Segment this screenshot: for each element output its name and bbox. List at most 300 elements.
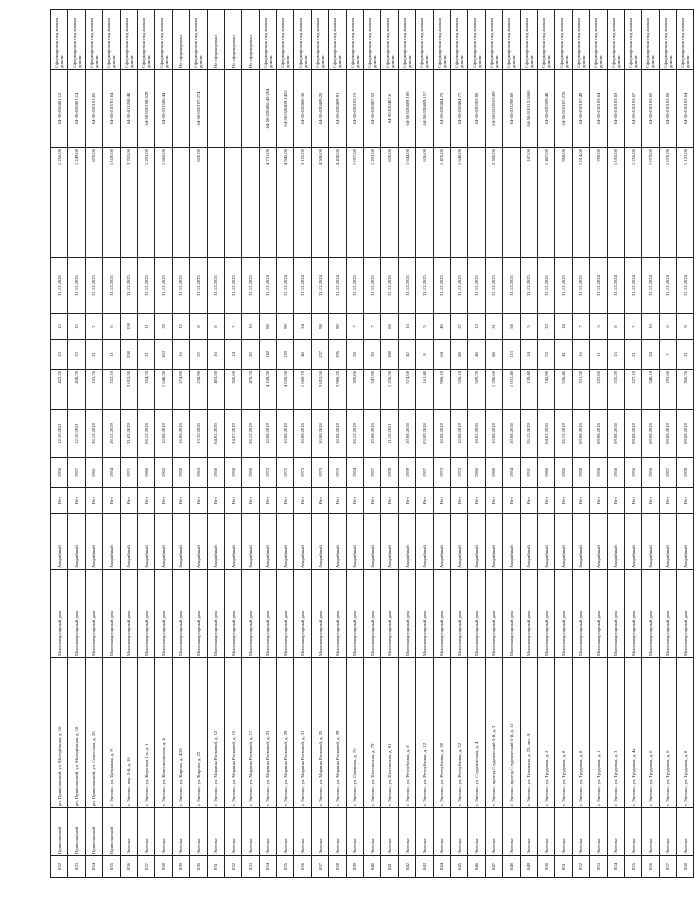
table-cell: 21 bbox=[137, 340, 154, 370]
table-cell: Энгельс bbox=[364, 808, 381, 856]
table-cell: 64-50:010103:65 bbox=[642, 70, 659, 148]
table-cell: 470,70 bbox=[242, 370, 259, 410]
table-cell: 9 bbox=[677, 314, 694, 340]
table-cell: Нет bbox=[224, 488, 241, 514]
table-cell: 64-50:020407:6 bbox=[381, 70, 398, 148]
table-cell: 31.12.2025 bbox=[346, 258, 363, 314]
table-cell: Нет bbox=[433, 488, 450, 514]
table-cell: 28 bbox=[346, 340, 363, 370]
table-cell: 7 bbox=[364, 314, 381, 340]
table-cell: 64-50:010112:1060 bbox=[520, 70, 537, 148]
table-cell: Многоквартирный дом bbox=[433, 570, 450, 658]
table-cell: 195 bbox=[329, 340, 346, 370]
table-cell: 856 bbox=[642, 856, 659, 878]
table-cell: 836 bbox=[120, 856, 137, 878]
table-cell bbox=[172, 70, 189, 148]
table-cell: 88 bbox=[450, 340, 467, 370]
table-cell bbox=[172, 148, 189, 258]
table-cell: г. Энгельс, ул. Трудовая, д. 6 bbox=[659, 658, 676, 808]
table-row bbox=[468, 10, 485, 878]
table-cell: Многоквартирный дом bbox=[642, 570, 659, 658]
table-cell: 1 031,40 bbox=[503, 370, 520, 410]
table-cell: Сформирован под жилым домом bbox=[85, 10, 102, 70]
table-cell: 21.02.2019 bbox=[120, 410, 137, 458]
table-cell: 835 bbox=[277, 856, 294, 878]
table-cell: г. Энгельс, проезд Студенческий 5-й, д. 3 bbox=[485, 658, 502, 808]
table-cell: 142 bbox=[259, 340, 276, 370]
table-cell: Сформирован под жилым домом bbox=[277, 10, 294, 70]
table-cell: 09.08.2018 bbox=[607, 410, 624, 458]
table-cell: Аварийный bbox=[51, 514, 68, 570]
table-cell: 1975 bbox=[311, 458, 328, 488]
table-row bbox=[364, 10, 381, 878]
table-cell: 10.08.2018 bbox=[364, 410, 381, 458]
table-cell: 31.12.2026 bbox=[68, 258, 85, 314]
table-cell: 64-50:020409:1456 bbox=[277, 70, 294, 148]
table-cell: 845 bbox=[450, 856, 467, 878]
table-cell: 1 203,00 bbox=[364, 148, 381, 258]
table-row bbox=[311, 10, 328, 878]
table-cell: 348,10 bbox=[642, 370, 659, 410]
table-cell: 31.12.2025 bbox=[555, 258, 572, 314]
table-cell: Нет bbox=[485, 488, 502, 514]
table-row bbox=[103, 10, 120, 878]
table-cell: 22 bbox=[190, 340, 207, 370]
table-cell: Приволжский bbox=[68, 808, 85, 856]
table-cell: Энгельс bbox=[433, 808, 450, 856]
table-cell: Энгельс bbox=[642, 808, 659, 856]
table-cell: Нет bbox=[207, 488, 224, 514]
table-cell: Аварийный bbox=[224, 514, 241, 570]
table-cell: Нет bbox=[624, 488, 641, 514]
table-cell: 31.12.2025 bbox=[172, 258, 189, 314]
table-row bbox=[224, 10, 241, 878]
table-cell: Сформирован под жилым домом bbox=[155, 10, 172, 70]
table-cell: 18 bbox=[555, 314, 572, 340]
table-cell bbox=[503, 148, 520, 258]
table-cell: 1975 bbox=[277, 458, 294, 488]
table-cell: 31.12.2025 bbox=[137, 258, 154, 314]
table-cell: 332,10 bbox=[103, 370, 120, 410]
table-cell: 26.12.2019 bbox=[346, 410, 363, 458]
table-cell: Энгельс bbox=[520, 808, 537, 856]
table-cell: 09.08.2018 bbox=[677, 410, 694, 458]
table-cell: Многоквартирный дом bbox=[294, 570, 311, 658]
table-row bbox=[51, 10, 68, 878]
table-cell: 1 020,00 bbox=[103, 148, 120, 258]
table-cell: Нет bbox=[51, 488, 68, 514]
table-cell: 832 bbox=[51, 856, 68, 878]
table-cell: 839 bbox=[172, 856, 189, 878]
table-cell: Многоквартирный дом bbox=[364, 570, 381, 658]
table-cell: 13.10.2020 bbox=[190, 410, 207, 458]
table-cell: Энгельс bbox=[137, 808, 154, 856]
table-cell: Энгельс bbox=[659, 808, 676, 856]
table-cell: Энгельс bbox=[607, 808, 624, 856]
table-cell: 1957 bbox=[416, 458, 433, 488]
table-cell: 360,60 bbox=[224, 370, 241, 410]
table-cell: Нет bbox=[68, 488, 85, 514]
table-cell: Нет bbox=[520, 488, 537, 514]
table-cell: 844 bbox=[433, 856, 450, 878]
table-cell: 4 945,00 bbox=[277, 148, 294, 258]
table-cell: г. Энгельс, ул. Короткая 1-я, д. 1 bbox=[137, 658, 154, 808]
table-cell: 12.10.2021 bbox=[68, 410, 85, 458]
table-cell: 1960 bbox=[485, 458, 502, 488]
table-cell: 10.08.2018 bbox=[433, 410, 450, 458]
table-cell: 31.12.2024 bbox=[624, 258, 641, 314]
table-cell: Сформирован под жилым домом bbox=[329, 10, 346, 70]
table-cell: 31.12.2024 bbox=[277, 258, 294, 314]
table-row bbox=[381, 10, 398, 878]
table-cell: Энгельс bbox=[416, 808, 433, 856]
table-cell: Аварийный bbox=[537, 514, 554, 570]
table-cell: Аварийный bbox=[503, 514, 520, 570]
table-cell: 852 bbox=[572, 856, 589, 878]
table-cell: 31.12.2026 bbox=[381, 258, 398, 314]
table-cell: 64-50:010103:63 bbox=[607, 70, 624, 148]
table-cell: Многоквартирный дом bbox=[381, 570, 398, 658]
table-cell: 31.12.2025 bbox=[207, 258, 224, 314]
table-cell: 31 bbox=[485, 314, 502, 340]
table-cell: 7 bbox=[346, 314, 363, 340]
table-cell: 820,00 bbox=[381, 148, 398, 258]
table-cell: 5 bbox=[590, 314, 607, 340]
table-cell: Сформирован под жилым домом bbox=[607, 10, 624, 70]
table-cell: 06.12.2018 bbox=[137, 410, 154, 458]
table-cell: 870,00 bbox=[85, 148, 102, 258]
table-cell: 16 bbox=[207, 340, 224, 370]
table-cell: Энгельс bbox=[190, 808, 207, 856]
table-cell: 11 bbox=[103, 340, 120, 370]
table-cell: Аварийный bbox=[207, 514, 224, 570]
table-cell: 4 438,00 bbox=[329, 148, 346, 258]
table-cell: Сформирован под жилым домом bbox=[433, 10, 450, 70]
table-cell: 1960 bbox=[137, 458, 154, 488]
table-cell: 64-50:020303:96 bbox=[468, 70, 485, 148]
table-cell: 833 bbox=[242, 856, 259, 878]
table-row bbox=[294, 10, 311, 878]
table-cell: 09.08.2018 bbox=[590, 410, 607, 458]
table-cell: 64-30:050101:85 bbox=[85, 70, 102, 148]
table-cell: 841 bbox=[381, 856, 398, 878]
table-cell: Аварийный bbox=[277, 514, 294, 570]
table-cell: Энгельс bbox=[555, 808, 572, 856]
table-cell: Нет bbox=[450, 488, 467, 514]
table-cell: 5 bbox=[416, 314, 433, 340]
table-cell: 64-50:020409:106 bbox=[398, 70, 415, 148]
table-cell: 4 500,00 bbox=[311, 148, 328, 258]
table-cell: 26.12.2018 bbox=[85, 410, 102, 458]
table-cell: 1975 bbox=[294, 458, 311, 488]
table-cell: 2 053,30 bbox=[120, 370, 137, 410]
table-cell: 139,40 bbox=[520, 370, 537, 410]
table-row bbox=[259, 10, 276, 878]
table-cell: 09.08.2018 bbox=[642, 410, 659, 458]
table-cell: 31.12.2025 bbox=[155, 258, 172, 314]
table-cell: Энгельс bbox=[572, 808, 589, 856]
table-cell: Нет bbox=[468, 488, 485, 514]
table-cell bbox=[468, 148, 485, 258]
table-cell: г. Энгельс, ул. Кирова, д. 22 bbox=[190, 658, 207, 808]
table-cell: 1972 bbox=[259, 458, 276, 488]
table-cell: Сформирован под жилым домом bbox=[120, 10, 137, 70]
table-cell: Аварийный bbox=[85, 514, 102, 570]
table-cell: Многоквартирный дом bbox=[416, 570, 433, 658]
table-cell: Сформирован под жилым домом bbox=[294, 10, 311, 70]
table-cell: г. Энгельс, ул. Трудовая, д. 1 bbox=[590, 658, 607, 808]
table-cell: Аварийный bbox=[485, 514, 502, 570]
table-cell: 31.12.2025 bbox=[450, 258, 467, 314]
table-cell: 64-50:010107:270 bbox=[555, 70, 572, 148]
table-cell: Нет bbox=[259, 488, 276, 514]
table-cell: 23 bbox=[68, 340, 85, 370]
table-cell: 88 bbox=[485, 340, 502, 370]
table-cell: 8 bbox=[207, 314, 224, 340]
table-cell: 90 bbox=[277, 314, 294, 340]
table-cell: 4 108,30 bbox=[259, 370, 276, 410]
table-cell: 1960 bbox=[537, 458, 554, 488]
table-cell: 536,40 bbox=[555, 370, 572, 410]
table-cell: 331,30 bbox=[572, 370, 589, 410]
table-cell: Многоквартирный дом bbox=[68, 570, 85, 658]
table-cell: 834 bbox=[259, 856, 276, 878]
table-cell: Аварийный bbox=[364, 514, 381, 570]
table-cell: 1950 bbox=[555, 458, 572, 488]
table-cell: Аварийный bbox=[120, 514, 137, 570]
table-cell: 31.12.2024 bbox=[642, 258, 659, 314]
table-cell: 31.12.2024 bbox=[259, 258, 276, 314]
table-cell: 10.08.2018 bbox=[329, 410, 346, 458]
table-cell: Аварийный bbox=[137, 514, 154, 570]
table-cell: 1 467,00 bbox=[537, 148, 554, 258]
table-cell: Аварийный bbox=[624, 514, 641, 570]
table-cell: Энгельс bbox=[172, 808, 189, 856]
table-cell: Энгельс bbox=[624, 808, 641, 856]
table-cell: 1959 bbox=[677, 458, 694, 488]
table-cell: Не сформирован bbox=[242, 10, 259, 70]
table-cell: 354,70 bbox=[137, 370, 154, 410]
table-cell: Многоквартирный дом bbox=[190, 570, 207, 658]
table-cell: 31.12.2024 bbox=[294, 258, 311, 314]
table-cell: Сформирован под жилым домом bbox=[398, 10, 415, 70]
table-cell: 26.12.2019 bbox=[242, 410, 259, 458]
table-cell: 2 300,00 bbox=[485, 148, 502, 258]
table-cell: 7 bbox=[224, 314, 241, 340]
table-cell: 137 bbox=[311, 340, 328, 370]
table-cell: Сформирован под жилым домом bbox=[381, 10, 398, 70]
table-cell: г. Энгельс, ул. Трудовая, д. 8 bbox=[677, 658, 694, 808]
table-cell: 7 bbox=[659, 340, 676, 370]
table-cell: Сформирован под жилым домом bbox=[68, 10, 85, 70]
table-cell: 857 bbox=[659, 856, 676, 878]
table-cell: 64-50:010103:64 bbox=[677, 70, 694, 148]
table-cell: Многоквартирный дом bbox=[259, 570, 276, 658]
table-cell: 58 bbox=[503, 314, 520, 340]
table-cell: Многоквартирный дом bbox=[155, 570, 172, 658]
table-cell: 5 bbox=[520, 314, 537, 340]
table-cell: Сформирован под жилым домом bbox=[364, 10, 381, 70]
table-cell: Аварийный bbox=[346, 514, 363, 570]
table-cell: 556,10 bbox=[450, 370, 467, 410]
table-cell: 64-50:011208:48 bbox=[120, 70, 137, 148]
table-cell: г. Энгельс, ул. Трудовая, д. 3 bbox=[607, 658, 624, 808]
table-cell: Многоквартирный дом bbox=[450, 570, 467, 658]
table-cell: 180 bbox=[381, 340, 398, 370]
table-cell: г. Энгельс, ул. Марины Расковой, д. 31 bbox=[294, 658, 311, 808]
table-cell: 80 bbox=[259, 314, 276, 340]
table-cell: 31.12.2024 bbox=[590, 258, 607, 314]
table-cell: 1 290,60 bbox=[485, 370, 502, 410]
table-cell: Многоквартирный дом bbox=[172, 570, 189, 658]
table-cell: г. Энгельс, ул. Республики, д. 32 bbox=[450, 658, 467, 808]
table-cell: Энгельс bbox=[155, 808, 172, 856]
table-cell: Сформирован под жилым домом bbox=[485, 10, 502, 70]
table-cell: 165,70 bbox=[85, 370, 102, 410]
table-cell: Нет bbox=[137, 488, 154, 514]
table-cell: 64-50:020404:77 bbox=[450, 70, 467, 148]
table-cell: 42 bbox=[398, 340, 415, 370]
table-cell: 167,00 bbox=[520, 148, 537, 258]
table-cell: Нет bbox=[155, 488, 172, 514]
table-cell: г. Энгельс, ул. Трудовая, д. 4а bbox=[624, 658, 641, 808]
table-cell: Энгельс bbox=[207, 808, 224, 856]
table-cell: г. Энгельс, ул. Марины Расковой, д. 12 bbox=[207, 658, 224, 808]
table-row bbox=[607, 10, 624, 878]
register-table bbox=[50, 9, 694, 878]
table-cell: Многоквартирный дом bbox=[520, 570, 537, 658]
table-row bbox=[485, 10, 502, 878]
table-cell: г. Энгельс, проезд Студенческий 5-й, д. 11 bbox=[503, 658, 520, 808]
table-cell: г. Энгельс, ул. Трудовая, д. 2 bbox=[537, 658, 554, 808]
table-cell: 1956 bbox=[624, 458, 641, 488]
table-cell: Многоквартирный дом bbox=[572, 570, 589, 658]
table-cell: 1 060,70 bbox=[294, 370, 311, 410]
table-cell: 161,40 bbox=[416, 370, 433, 410]
table-cell: 31.12.2024 bbox=[311, 258, 328, 314]
table-cell: 46 bbox=[468, 340, 485, 370]
table-cell: рп. Приволжский, ул. Молодёжная, д. 18 bbox=[68, 658, 85, 808]
table-cell: Многоквартирный дом bbox=[329, 570, 346, 658]
table-cell: рп. Приволжский, ул. Молодёжная, д. 16 bbox=[51, 658, 68, 808]
table-cell: 403,50 bbox=[207, 370, 224, 410]
table-cell bbox=[242, 70, 259, 148]
table-cell bbox=[207, 148, 224, 258]
table-cell: 8 bbox=[607, 314, 624, 340]
table-cell: 1950 bbox=[207, 458, 224, 488]
table-cell: г. Энгельс, ул. Целинная, д. 9 bbox=[103, 658, 120, 808]
table-cell: 7 bbox=[85, 314, 102, 340]
table-cell: 09.08.2018 bbox=[659, 410, 676, 458]
table-row bbox=[537, 10, 554, 878]
table-cell: 1956 bbox=[590, 458, 607, 488]
table-cell: Не сформирован bbox=[207, 10, 224, 70]
table-cell: 335,20 bbox=[607, 370, 624, 410]
table-cell: Приволжский bbox=[85, 808, 102, 856]
table-cell: 11 bbox=[137, 314, 154, 340]
table-cell: Энгельс bbox=[677, 808, 694, 856]
table-cell: Аварийный bbox=[468, 514, 485, 570]
table-cell: Нет bbox=[190, 488, 207, 514]
table-cell: Многоквартирный дом bbox=[346, 570, 363, 658]
table-cell: 1972 bbox=[433, 458, 450, 488]
table-cell: Энгельс bbox=[120, 808, 137, 856]
table-cell: 1 648,30 bbox=[155, 370, 172, 410]
table-cell: 64-50:020103:15 bbox=[346, 70, 363, 148]
table-row bbox=[416, 10, 433, 878]
table-cell: 306,70 bbox=[677, 370, 694, 410]
table-cell: 3 702,00 bbox=[120, 148, 137, 258]
table-cell: Сформирован под жилым домом bbox=[416, 10, 433, 70]
table-cell: Многоквартирный дом bbox=[624, 570, 641, 658]
table-cell: 238 bbox=[120, 340, 137, 370]
table-cell: 1958 bbox=[572, 458, 589, 488]
table-cell: г. Энгельс, ул. Республики, д. 30 bbox=[433, 658, 450, 808]
table-cell: Нет bbox=[677, 488, 694, 514]
table-cell: г. Энгельс, ул. Тельмана, д. 23, лит. А bbox=[520, 658, 537, 808]
table-cell: 1 250,30 bbox=[381, 370, 398, 410]
table-row bbox=[277, 10, 294, 878]
table-cell: Энгельс bbox=[277, 808, 294, 856]
table-row bbox=[590, 10, 607, 878]
table-cell: 16.08.2018 bbox=[172, 410, 189, 458]
table-cell: 846 bbox=[468, 856, 485, 878]
table-cell: 850 bbox=[537, 856, 554, 878]
table-row bbox=[137, 10, 154, 878]
table-cell: Энгельс bbox=[503, 808, 520, 856]
table-cell: Сформирован под жилым домом bbox=[450, 10, 467, 70]
table-cell: 15 bbox=[68, 314, 85, 340]
table-cell: 31.12.2024 bbox=[659, 258, 676, 314]
table-cell: 4 731,00 bbox=[259, 148, 276, 258]
table-row bbox=[677, 10, 694, 878]
table-cell: 21 bbox=[677, 340, 694, 370]
table-row bbox=[190, 10, 207, 878]
table-row bbox=[207, 10, 224, 878]
table-cell: 3 155,00 bbox=[294, 148, 311, 258]
table-cell: 7 bbox=[624, 314, 641, 340]
table-cell: 23 bbox=[51, 340, 68, 370]
table-cell: 347,90 bbox=[364, 370, 381, 410]
table-cell: Многоквартирный дом bbox=[137, 570, 154, 658]
table-cell: Энгельс bbox=[311, 808, 328, 856]
table-cell: Многоквартирный дом bbox=[503, 570, 520, 658]
table-cell: Сформирован под жилым домом bbox=[346, 10, 363, 70]
table-cell: Аварийный bbox=[294, 514, 311, 570]
table-row bbox=[172, 10, 189, 878]
table-cell: 742,90 bbox=[537, 370, 554, 410]
table-cell: Многоквартирный дом bbox=[103, 570, 120, 658]
table-cell: Энгельс bbox=[294, 808, 311, 856]
table-cell: 1 866,00 bbox=[155, 148, 172, 258]
table-cell: 1957 bbox=[364, 458, 381, 488]
table-cell: г. Энгельс, ул. Полтавская, д. 79 bbox=[364, 658, 381, 808]
table-cell: 834 bbox=[85, 856, 102, 878]
table-cell: г. Энгельс, ул. Марины Расковой, д. 29 bbox=[277, 658, 294, 808]
table-cell: 64-30:050401:14 bbox=[68, 70, 85, 148]
table-cell: Многоквартирный дом bbox=[207, 570, 224, 658]
table-cell: Энгельс bbox=[468, 808, 485, 856]
table-cell: 64-50:010107:49 bbox=[572, 70, 589, 148]
table-cell: 31.12.2025 bbox=[433, 258, 450, 314]
table-cell: Нет bbox=[590, 488, 607, 514]
table-cell: 31.12.2025 bbox=[520, 258, 537, 314]
table-cell: 855 bbox=[624, 856, 641, 878]
table-cell: 820,00 bbox=[190, 148, 207, 258]
table-cell: г. Энгельс, ул. Марины Расковой, д. 35 bbox=[311, 658, 328, 808]
table-cell: 10.08.2019 bbox=[450, 410, 467, 458]
table-cell: 8 bbox=[190, 314, 207, 340]
